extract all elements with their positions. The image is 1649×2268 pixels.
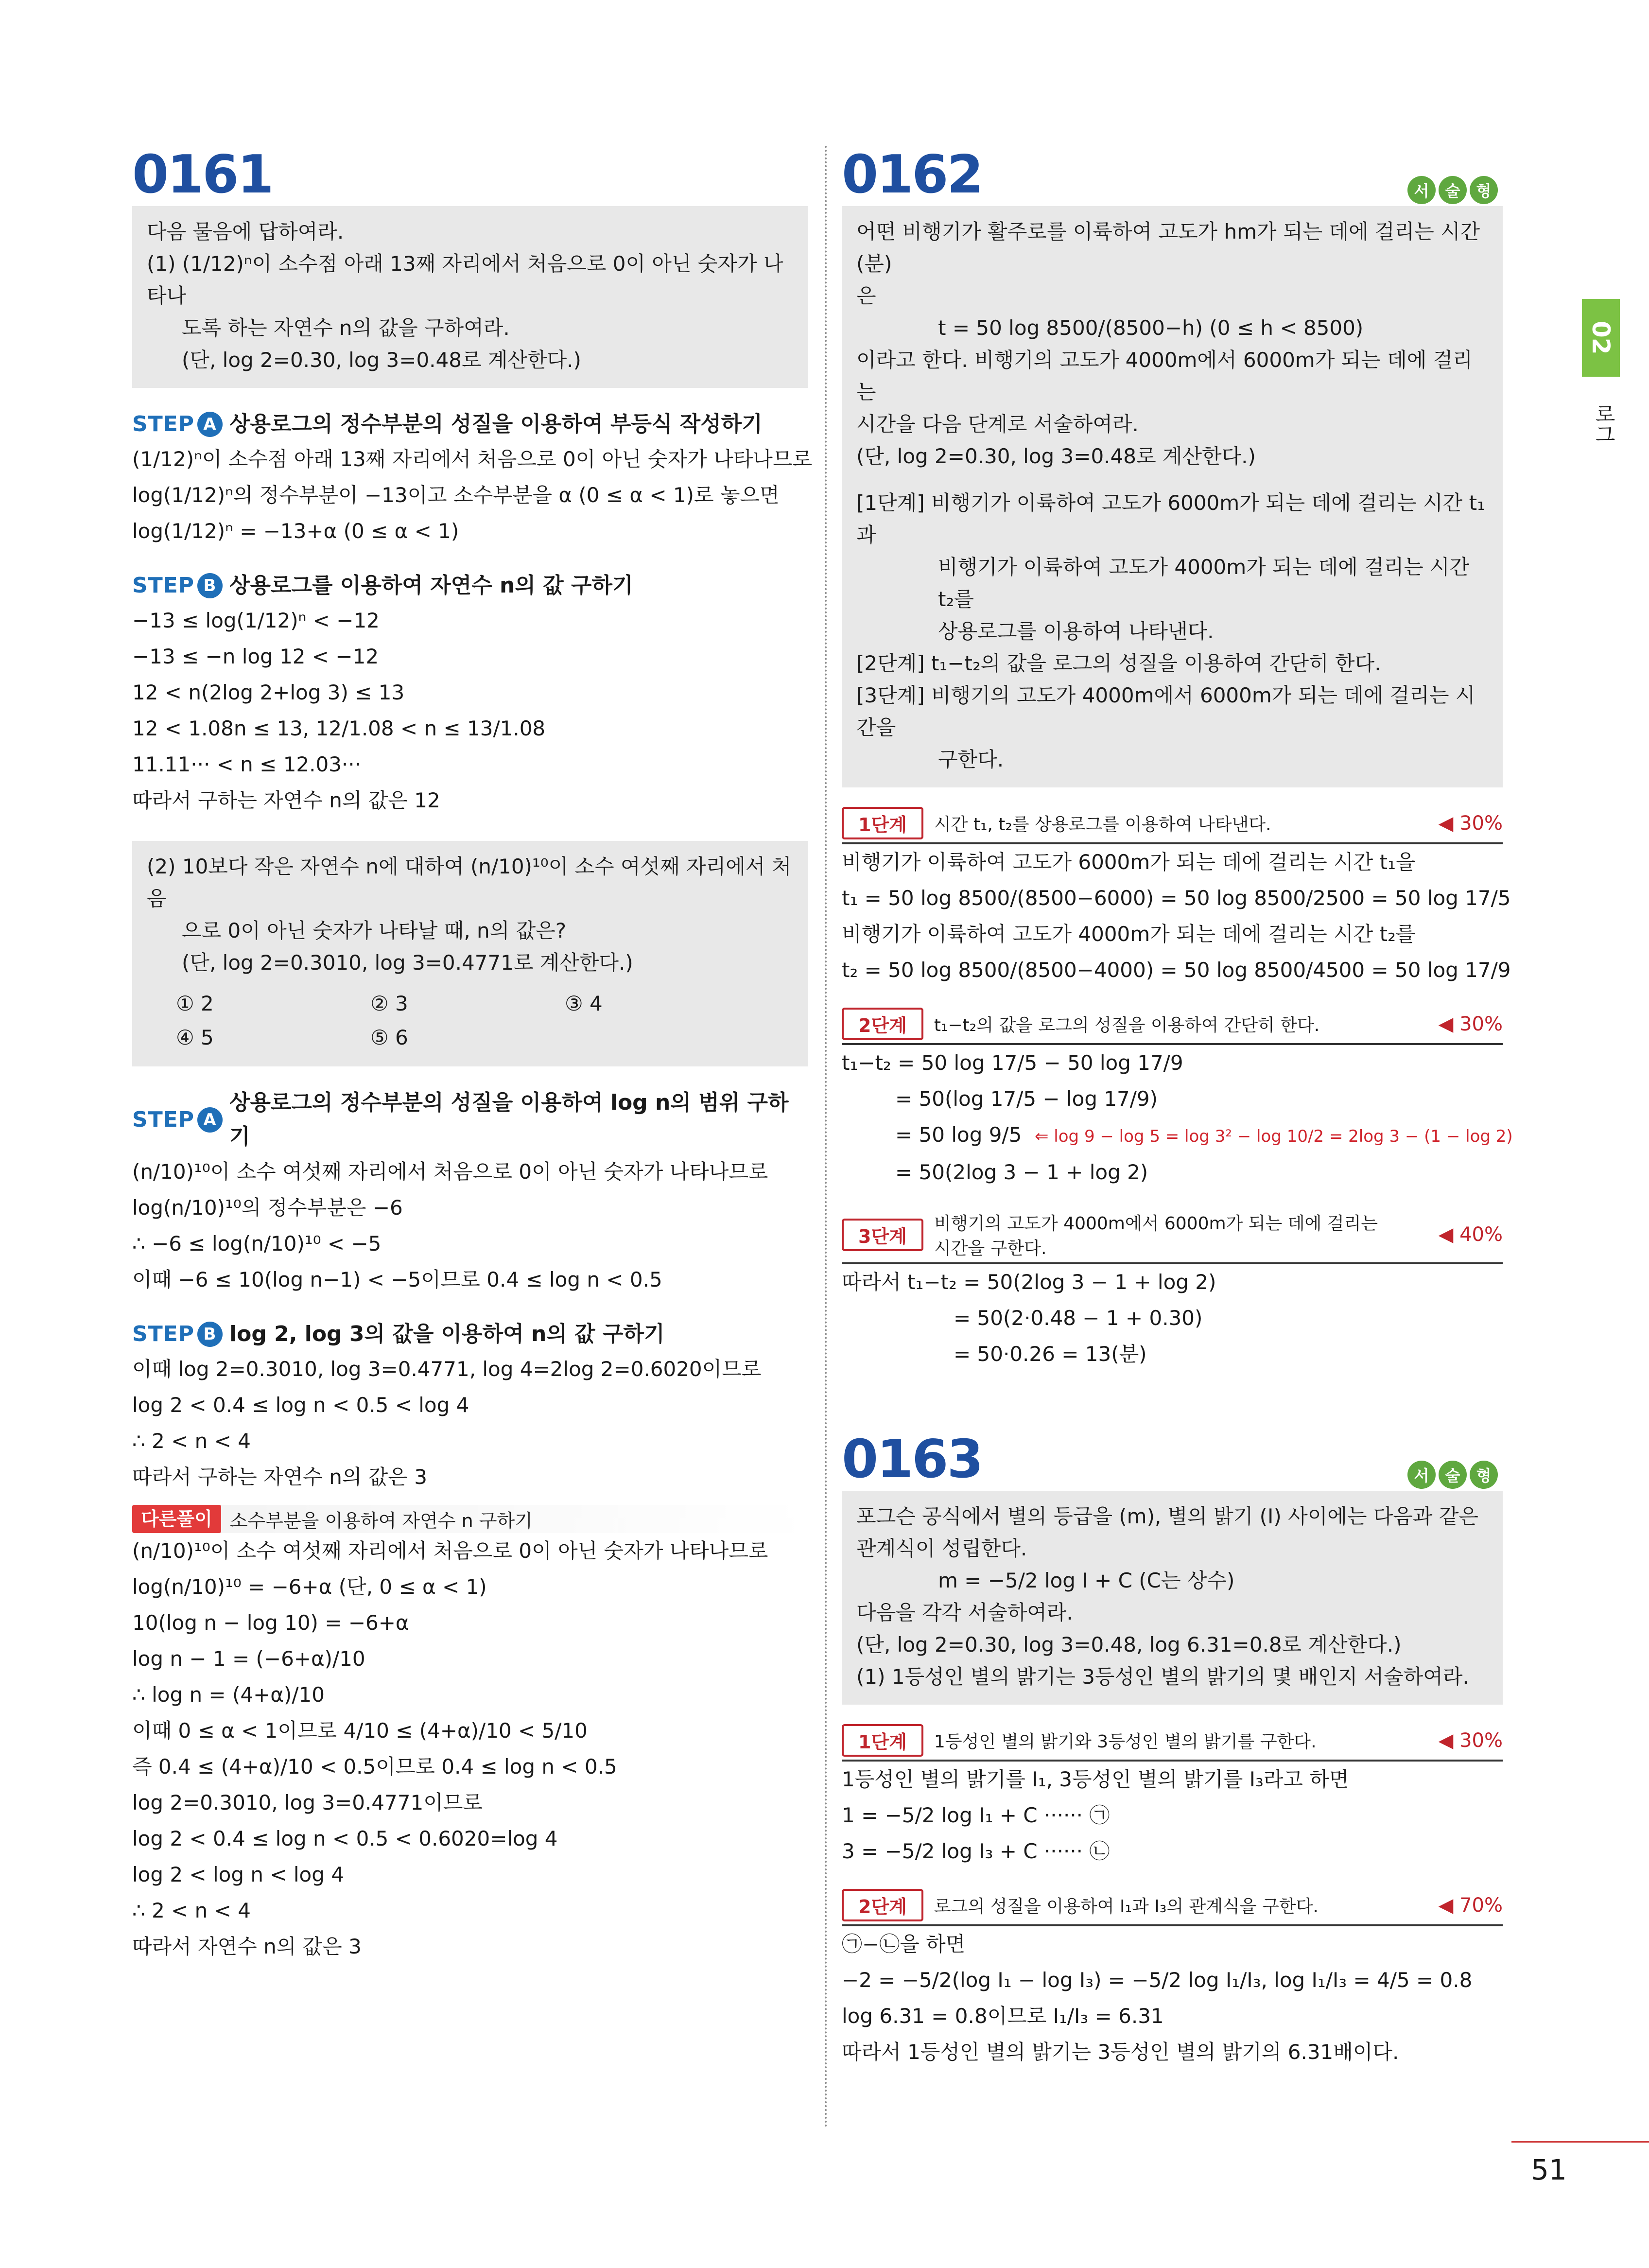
question-line: 포그슨 공식에서 별의 등급을 (m), 별의 밝기 (I) 사이에는 다음과 같은 bbox=[856, 1504, 1479, 1528]
solution-line: 따라서 t₁−t₂ = 50(2log 3 − 1 + log 2) bbox=[842, 1270, 1216, 1294]
solution-line: ∴ 2 < n < 4 bbox=[132, 1899, 251, 1922]
badge-char: 술 bbox=[1439, 1461, 1467, 1489]
solution-line: −13 ≤ −n log 12 < −12 bbox=[132, 645, 379, 668]
question-line: 이라고 한다. 비행기의 고도가 4000m에서 6000m가 되는 데에 걸리는 bbox=[856, 348, 1473, 404]
stage-description bbox=[934, 1210, 1439, 1259]
question-line: (2) 10보다 작은 자연수 n에 대하여 (n/10)¹⁰이 소수 여섯째 자리에서 처음 bbox=[147, 855, 792, 910]
solution-line: = 50(log 17/5 − log 17/9) bbox=[895, 1087, 1158, 1111]
question-line: (단, log 2=0.30, log 3=0.48, log 6.31=0.8로 계산한다.) bbox=[856, 1633, 1402, 1657]
solution-line: log(1/12)ⁿ의 정수부분이 −13이고 소수부분을 α (0 ≤ α < 1)로 놓으면 bbox=[132, 483, 780, 507]
stage-description: 시간 t₁, t₂를 상용로그를 이용하여 나타낸다. bbox=[934, 815, 1271, 835]
stage-heading bbox=[842, 1724, 1503, 1762]
step-letter-badge: B bbox=[197, 573, 223, 598]
step-letter-badge: A bbox=[197, 1107, 223, 1133]
stage-score: ◀ 40% bbox=[1438, 1223, 1503, 1246]
alternative-solution-title: 소수부분을 이용하여 자연수 n 구하기 bbox=[229, 1510, 533, 1532]
solution-text bbox=[132, 603, 808, 819]
question-line: (1) (1/12)ⁿ이 소수점 아래 13째 자리에서 처음으로 0이 아닌 숫자가 나타나 bbox=[147, 252, 783, 308]
solution-line: = 50(2·0.48 − 1 + 0.30) bbox=[954, 1306, 1203, 1330]
question-line: (1) 1등성인 별의 밝기는 3등성인 별의 밝기의 몇 배인지 서술하여라. bbox=[856, 1665, 1469, 1689]
solution-line: log 6.31 = 0.8이므로 I₁/I₃ = 6.31 bbox=[842, 2004, 1164, 2028]
question-line: 도록 하는 자연수 n의 값을 구하여라. bbox=[182, 316, 510, 340]
question-box bbox=[842, 206, 1503, 787]
stage-score: ◀ 70% bbox=[1438, 1894, 1503, 1917]
question-box bbox=[132, 841, 808, 1066]
stage-description-line: 시간을 구한다. bbox=[934, 1239, 1047, 1258]
step-list-item: [1단계] 비행기가 이륙하여 고도가 6000m가 되는 데에 걸리는 시간 t₁과 bbox=[856, 491, 1485, 547]
stage-heading bbox=[842, 1008, 1503, 1045]
solution-line: t₁−t₂ = 50 log 17/5 − 50 log 17/9 bbox=[842, 1051, 1183, 1075]
question-line: (단, log 2=0.3010, log 3=0.4771로 계산한다.) bbox=[182, 951, 633, 975]
step-title: log 2, log 3의 값을 이용하여 n의 값 구하기 bbox=[229, 1322, 665, 1346]
step-title: 상용로그의 정수부분의 성질을 이용하여 log n의 범위 구하기 bbox=[229, 1090, 789, 1149]
stage-description-line: 비행기의 고도가 4000m에서 6000m가 되는 데에 걸리는 bbox=[934, 1214, 1378, 1234]
solution-line: 10(log n − log 10) = −6+α bbox=[132, 1611, 409, 1635]
solution-text bbox=[842, 1926, 1503, 2070]
problem-0163-header bbox=[842, 1431, 1503, 1489]
solution-line: −2 = −5/2(log I₁ − log I₃) = −5/2 log I₁/I₃, log I₁/I₃ = 4/5 = 0.8 bbox=[842, 1968, 1473, 1992]
step-label: STEP bbox=[132, 1107, 195, 1132]
choice-1: ① 2 bbox=[176, 992, 214, 1015]
problem-header bbox=[842, 146, 1503, 204]
problem-number: 0162 bbox=[842, 144, 982, 205]
question-line: 시간을 다음 단계로 서술하여라. bbox=[856, 412, 1139, 436]
solution-line: 즉 0.4 ≤ (4+α)/10 < 0.5이므로 0.4 ≤ log n < 0.5 bbox=[132, 1755, 617, 1779]
stage-description: t₁−t₂의 값을 로그의 성질을 이용하여 간단히 한다. bbox=[934, 1015, 1320, 1035]
solution-line: −13 ≤ log(1/12)ⁿ < −12 bbox=[132, 609, 380, 632]
choice-5: ⑤ 6 bbox=[370, 1026, 408, 1049]
step-heading bbox=[132, 1086, 808, 1154]
solution-line: 비행기가 이륙하여 고도가 6000m가 되는 데에 걸리는 시간 t₁을 bbox=[842, 850, 1416, 874]
stage-heading bbox=[842, 807, 1503, 844]
badge-char: 술 bbox=[1439, 176, 1467, 204]
alternative-solution-tag: 다른풀이 bbox=[132, 1505, 221, 1533]
page-number: 51 bbox=[1531, 2153, 1567, 2186]
step-list-item: 구한다. bbox=[938, 748, 1004, 771]
step-list-item: 비행기가 이륙하여 고도가 4000m가 되는 데에 걸리는 시간 t₂를 bbox=[938, 555, 1470, 611]
solution-line: log n − 1 = (−6+α)/10 bbox=[132, 1647, 365, 1671]
question-formula: m = −5/2 log I + C (C는 상수) bbox=[938, 1569, 1235, 1592]
problem-0161 bbox=[132, 144, 813, 1965]
solution-line: log 2=0.3010, log 3=0.4771이므로 bbox=[132, 1791, 483, 1814]
solution-text bbox=[842, 844, 1511, 988]
solution-line: log(n/10)¹⁰ = −6+α (단, 0 ≤ α < 1) bbox=[132, 1575, 487, 1599]
essay-type-badge bbox=[1407, 1461, 1498, 1489]
step-heading bbox=[132, 407, 808, 441]
choice-3: ③ 4 bbox=[565, 992, 603, 1015]
answer-choices bbox=[147, 987, 793, 1055]
solution-line: 3 = −5/2 log I₃ + C ······ ㉡ bbox=[842, 1839, 1110, 1863]
solution-line: t₂ = 50 log 8500/(8500−4000) = 50 log 8500/4500 = 50 log 17/9 bbox=[842, 958, 1511, 982]
step-label: STEP bbox=[132, 573, 195, 598]
question-intro: 다음 물음에 답하여라. bbox=[147, 220, 344, 244]
solution-line: 이때 0 ≤ α < 1이므로 4/10 ≤ (4+α)/10 < 5/10 bbox=[132, 1719, 588, 1743]
solution-line: 따라서 1등성인 별의 밝기는 3등성인 별의 밝기의 6.31배이다. bbox=[842, 2040, 1399, 2064]
solution-line: 따라서 자연수 n의 값은 3 bbox=[132, 1935, 362, 1958]
solution-line: ∴ 2 < n < 4 bbox=[132, 1429, 251, 1453]
solution-text bbox=[132, 1351, 808, 1495]
solution-line: ∴ −6 ≤ log(n/10)¹⁰ < −5 bbox=[132, 1232, 382, 1256]
stage-description: 1등성인 별의 밝기와 3등성인 별의 밝기를 구한다. bbox=[934, 1732, 1317, 1752]
solution-line: 따라서 구하는 자연수 n의 값은 3 bbox=[132, 1465, 427, 1489]
problem-0162 bbox=[842, 144, 1513, 2070]
step-label: STEP bbox=[132, 412, 195, 436]
solution-line: 따라서 구하는 자연수 n의 값은 12 bbox=[132, 788, 440, 812]
stage-tag: 1단계 bbox=[842, 1724, 923, 1757]
step-list-item: [2단계] t₁−t₂의 값을 로그의 성질을 이용하여 간단히 한다. bbox=[856, 651, 1381, 675]
badge-char: 형 bbox=[1470, 176, 1498, 204]
solution-line: 12 < 1.08n ≤ 13, 12/1.08 < n ≤ 13/1.08 bbox=[132, 716, 546, 740]
footer-rule bbox=[1511, 2141, 1649, 2143]
question-box bbox=[132, 206, 808, 388]
question-line: 어떤 비행기가 활주로를 이륙하여 고도가 hm가 되는 데에 걸리는 시간(분) bbox=[856, 220, 1480, 276]
step-label: STEP bbox=[132, 1322, 195, 1346]
step-title: 상용로그를 이용하여 자연수 n의 값 구하기 bbox=[229, 573, 633, 598]
solution-text bbox=[132, 1154, 808, 1298]
solution-text bbox=[842, 1264, 1503, 1372]
solution-line: log 2 < log n < log 4 bbox=[132, 1863, 344, 1886]
chapter-label: 로그 bbox=[1592, 403, 1616, 444]
question-box bbox=[842, 1491, 1503, 1705]
solution-line: ∴ log n = (4+α)/10 bbox=[132, 1683, 325, 1707]
stage-score: ◀ 30% bbox=[1438, 1012, 1503, 1035]
stage-tag: 2단계 bbox=[842, 1889, 923, 1921]
solution-text bbox=[132, 441, 813, 549]
solution-line: 1등성인 별의 밝기를 I₁, 3등성인 별의 밝기를 I₃라고 하면 bbox=[842, 1767, 1349, 1791]
solution-line: (n/10)¹⁰이 소수 여섯째 자리에서 처음으로 0이 아닌 숫자가 나타나므로 bbox=[132, 1539, 768, 1563]
solution-line: 12 < n(2log 2+log 3) ≤ 13 bbox=[132, 680, 405, 704]
solution-line: = 50(2log 3 − 1 + log 2) bbox=[895, 1160, 1148, 1184]
solution-text bbox=[132, 1533, 808, 1965]
problem-number: 0163 bbox=[842, 1429, 982, 1490]
problem-number: 0161 bbox=[132, 144, 273, 205]
stage-description: 로그의 성질을 이용하여 I₁과 I₃의 관계식을 구한다. bbox=[934, 1897, 1319, 1917]
question-line: (단, log 2=0.30, log 3=0.48로 계산한다.) bbox=[182, 348, 581, 372]
solution-line: = 50·0.26 = 13(분) bbox=[954, 1342, 1147, 1366]
chapter-tab bbox=[1582, 299, 1620, 377]
solution-line: log(n/10)¹⁰의 정수부분은 −6 bbox=[132, 1196, 403, 1220]
solution-line: 이때 −6 ≤ 10(log n−1) < −5이므로 0.4 ≤ log n < 0.5 bbox=[132, 1268, 662, 1291]
step-letter-badge: B bbox=[197, 1322, 223, 1347]
stage-heading bbox=[842, 1889, 1503, 1926]
essay-type-badge bbox=[1407, 176, 1498, 204]
badge-char: 형 bbox=[1470, 1461, 1498, 1489]
solution-formula: = 50 log 9/5 bbox=[895, 1123, 1022, 1147]
stage-tag: 3단계 bbox=[842, 1219, 923, 1251]
solution-line: (n/10)¹⁰이 소수 여섯째 자리에서 처음으로 0이 아닌 숫자가 나타나므로 bbox=[132, 1160, 768, 1184]
step-list-item: 상용로그를 이용하여 나타낸다. bbox=[938, 619, 1214, 643]
hint-note: ⇐ log 9 − log 5 = log 3² − log 10/2 = 2log 3 − (1 − log 2) bbox=[1035, 1127, 1513, 1146]
alternative-solution-header bbox=[132, 1505, 808, 1533]
question-line: 관계식이 성립한다. bbox=[856, 1536, 1027, 1560]
solution-line: log 2 < 0.4 ≤ log n < 0.5 < 0.6020=log 4 bbox=[132, 1827, 558, 1850]
solution-line: 11.11··· < n ≤ 12.03··· bbox=[132, 752, 361, 776]
solution-line: log 2 < 0.4 ≤ log n < 0.5 < log 4 bbox=[132, 1393, 469, 1417]
solution-line: (1/12)ⁿ이 소수점 아래 13째 자리에서 처음으로 0이 아닌 숫자가 나타나므로 bbox=[132, 447, 813, 471]
stage-score: ◀ 30% bbox=[1438, 1729, 1503, 1752]
solution-line: 비행기가 이륙하여 고도가 4000m가 되는 데에 걸리는 시간 t₂를 bbox=[842, 922, 1416, 946]
badge-char: 서 bbox=[1407, 1461, 1436, 1489]
solution-line: t₁ = 50 log 8500/(8500−6000) = 50 log 8500/2500 = 50 log 17/5 bbox=[842, 886, 1511, 910]
solution-text bbox=[842, 1762, 1503, 1869]
chapter-number: 02 bbox=[1587, 321, 1615, 355]
step-letter-badge: A bbox=[197, 412, 223, 437]
step-title: 상용로그의 정수부분의 성질을 이용하여 부등식 작성하기 bbox=[229, 412, 763, 436]
question-line: 으로 0이 아닌 숫자가 나타날 때, n의 값은? bbox=[182, 919, 567, 942]
solution-line: log(1/12)ⁿ = −13+α (0 ≤ α < 1) bbox=[132, 519, 459, 543]
step-list-item: [3단계] 비행기의 고도가 4000m에서 6000m가 되는 데에 걸리는 시간을 bbox=[856, 683, 1475, 739]
question-line: (단, log 2=0.30, log 3=0.48로 계산한다.) bbox=[856, 444, 1256, 468]
badge-char: 서 bbox=[1407, 176, 1436, 204]
choice-4: ④ 5 bbox=[176, 1026, 214, 1049]
solution-line: 이때 log 2=0.3010, log 3=0.4771, log 4=2log 2=0.6020이므로 bbox=[132, 1357, 762, 1381]
step-heading bbox=[132, 1317, 808, 1351]
question-formula: t = 50 log 8500/(8500−h) (0 ≤ h < 8500) bbox=[938, 316, 1364, 340]
question-line: 은 bbox=[856, 284, 876, 308]
stage-tag: 2단계 bbox=[842, 1008, 923, 1040]
step-heading bbox=[132, 569, 808, 603]
solution-text bbox=[842, 1045, 1513, 1190]
stage-tag: 1단계 bbox=[842, 807, 923, 839]
solution-line bbox=[842, 1117, 1513, 1154]
solution-line: ㉠−㉡을 하면 bbox=[842, 1932, 966, 1956]
stage-score: ◀ 30% bbox=[1438, 812, 1503, 835]
column-divider bbox=[825, 146, 827, 2129]
question-line: 다음을 각각 서술하여라. bbox=[856, 1601, 1073, 1624]
solution-line: 1 = −5/2 log I₁ + C ······ ㉠ bbox=[842, 1803, 1110, 1827]
stage-heading bbox=[842, 1210, 1503, 1264]
choice-2: ② 3 bbox=[370, 992, 408, 1015]
